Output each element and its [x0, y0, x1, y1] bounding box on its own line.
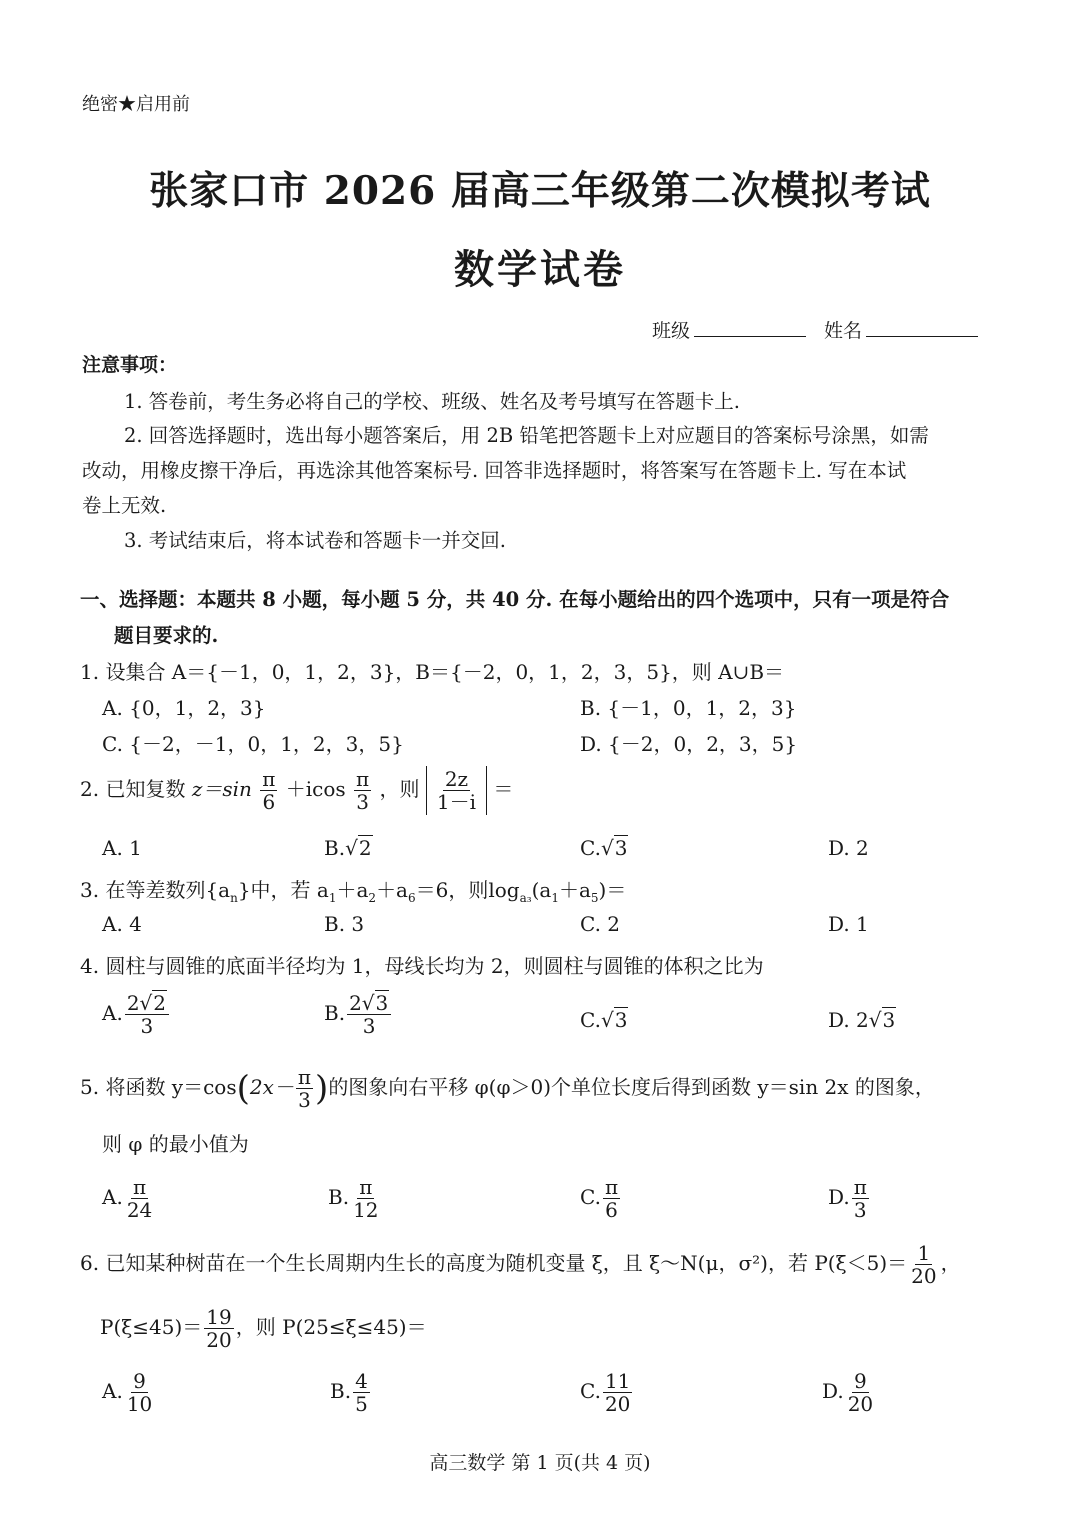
question-2-stem: 2. 已知复数 z＝sin $\frac{\pi}{6}$ ＋icos $\frac{\pi}{3}$ ，则 $\frac{2z}{1-i}$ ＝ — [80, 767, 514, 814]
student-info-fields — [652, 316, 996, 343]
notice-heading: 注意事项： — [82, 354, 178, 376]
q1-option-b: B. {－1，0，1，2，3} — [580, 696, 797, 720]
notice-item-2-line-1: 2. 回答选择题时，选出每小题答案后，用 2B 铅笔把答题卡上对应题目的答案标号涂黑，如需 — [124, 424, 929, 447]
absolute-value: $\frac{2z}{1-i}$ — [426, 766, 487, 815]
section-1-heading: 一、选择题：本题共 8 小题，每小题 5 分，共 40 分. 在每小题给出的四个选项中，只有一项是符合 — [80, 588, 950, 611]
question-6-stem: 6. 已知某种树苗在一个生长周期内生长的高度为随机变量 ξ，且 ξ～N(μ，σ²)，若 P(ξ＜5)＝ $\frac{1}{20}$ ， — [80, 1241, 961, 1288]
notice-item-2-line-3: 卷上无效. — [82, 494, 167, 517]
page-footer: 高三数学 第 1 页(共 4 页) — [429, 1452, 651, 1474]
class-blank — [694, 318, 806, 337]
q4-option-d: D. 2√3 — [828, 1008, 896, 1032]
q3-option-d: D. 1 — [828, 912, 869, 936]
q5-option-c: C. $\frac{\pi}{6}$ — [580, 1175, 619, 1222]
q2-option-a: A. 1 — [102, 836, 142, 860]
q6-option-c: C. $\frac{11}{20}$ — [580, 1369, 631, 1416]
frac-pi-3: $\frac{\pi}{3}$ — [356, 767, 370, 814]
question-5-line-2: 则 φ 的最小值为 — [102, 1132, 249, 1156]
q3-option-c: C. 2 — [580, 912, 621, 936]
question-4-stem: 4. 圆柱与圆锥的底面半径均为 1，母线长均为 2，则圆柱与圆锥的体积之比为 — [80, 954, 764, 978]
q2-option-d: D. 2 — [828, 836, 869, 860]
q5-option-d: D. $\frac{\pi}{3}$ — [828, 1175, 867, 1222]
q4-option-a: A. $\frac{2√2}{3}$ — [102, 992, 171, 1037]
name-label: 姓名 — [824, 320, 863, 342]
question-1-stem: 1. 设集合 A＝{－1，0，1，2，3}，B＝{－2，0，1，2，3，5}，则 A∪B＝ — [80, 660, 785, 684]
q2-option-c: C.√3 — [580, 836, 628, 860]
exam-title: 张家口市 2026 届高三年级第二次模拟考试 — [149, 168, 931, 214]
notice-item-3: 3. 考试结束后，将本试卷和答题卡一并交回. — [124, 529, 507, 552]
section-1-heading-line-2: 题目要求的. — [114, 624, 219, 647]
q4-option-c: C.√3 — [580, 1008, 628, 1032]
q2-option-b: B.√2 — [324, 836, 372, 860]
name-blank — [866, 318, 978, 337]
q5-option-a: A. $\frac{\pi}{24}$ — [102, 1175, 153, 1222]
question-3-stem: 3. 在等差数列$\{a_n\}$中，若 $a_1+a_2+a_6=6$，则$\log_{a_3}(a_1+a_5)=$ — [80, 878, 627, 905]
frac-pi-6: $\frac{\pi}{6}$ — [262, 767, 276, 814]
exam-subtitle: 数学试卷 — [454, 246, 626, 293]
q1-option-c: C. {－2，－1，0，1，2，3，5} — [102, 732, 404, 756]
confidential-label: 绝密★启用前 — [82, 94, 190, 115]
q4-option-b: B. $\frac{2√3}{3}$ — [324, 992, 393, 1037]
q3-option-b: B. 3 — [324, 912, 365, 936]
q5-option-b: B. $\frac{\pi}{12}$ — [328, 1175, 379, 1222]
q6-option-d: D. $\frac{9}{20}$ — [822, 1369, 874, 1416]
notice-item-2-line-2: 改动，用橡皮擦干净后，再选涂其他答案标号. 回答非选择题时，将答案写在答题卡上. 写在本试 — [82, 459, 907, 482]
q6-option-a: A. $\frac{9}{10}$ — [102, 1369, 153, 1416]
q1-option-a: A. {0，1，2，3} — [102, 696, 266, 720]
class-label: 班级 — [652, 320, 691, 342]
q6-option-b: B. $\frac{4}{5}$ — [330, 1369, 368, 1416]
question-5-stem: 5. 将函数 y＝cos(2x－ $\frac{\pi}{3}$ )的图象向右平移 φ(φ＞0)个单位长度后得到函数 y＝sin 2x 的图象， — [80, 1065, 935, 1112]
q3-option-a: A. 4 — [102, 912, 142, 936]
q1-option-d: D. {－2，0，2，3，5} — [580, 732, 798, 756]
notice-item-1: 1. 答卷前，考生务必将自己的学校、班级、姓名及考号填写在答题卡上. — [124, 390, 741, 413]
question-6-line-2: P(ξ≤45)＝ $\frac{19}{20}$ ，则 P(25≤ξ≤45)＝ — [100, 1305, 427, 1352]
